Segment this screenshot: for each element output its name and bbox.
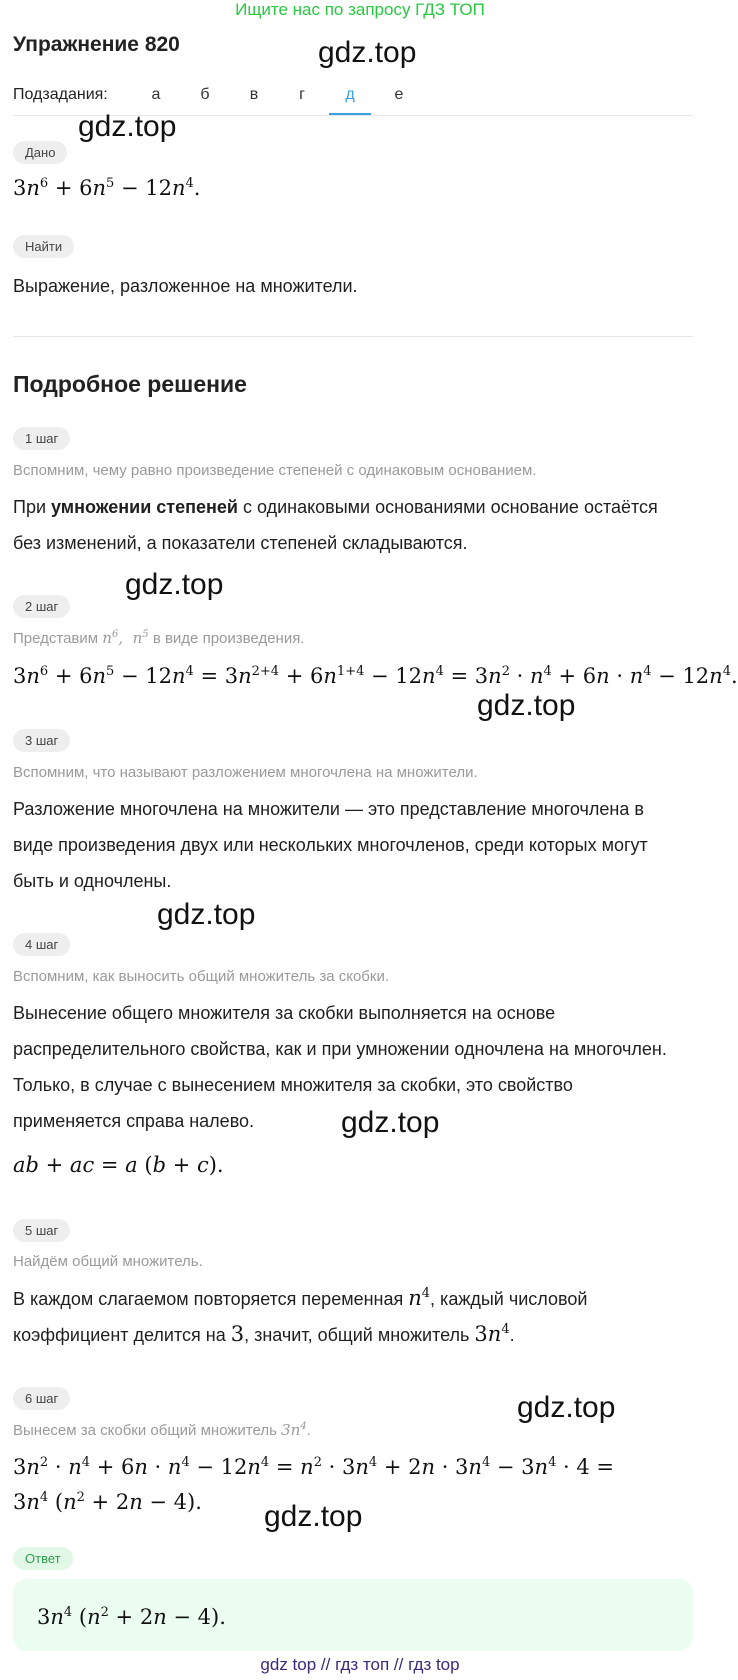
given-badge: Дано: [13, 141, 67, 164]
step-text: Только, в случае с вынесением множителя за скобки, это свойство: [13, 1075, 573, 1095]
step-text: Вынесение общего множителя за скобки выполняется на основе: [13, 1003, 556, 1023]
step-text: При умножении степеней с одинаковыми основаниями основание остаётся: [13, 497, 658, 517]
step-text: В каждом слагаемом повторяется переменная $n^4$, каждый числовой: [13, 1286, 588, 1310]
answer-expression: $3n^4$ $(n^2 + 2n - 4)$.: [37, 1605, 226, 1629]
step-hint: Вынесем за скобки общий множитель $3n^4$.: [13, 1421, 311, 1439]
watermark: gdz.top: [264, 1500, 363, 1533]
tab-a[interactable]: а: [151, 86, 161, 103]
step-badge: 6 шаг: [13, 1387, 70, 1410]
step-text: без изменений, а показатели степеней складываются.: [13, 533, 468, 553]
subtasks-label: Подзадания:: [13, 86, 108, 103]
watermark: gdz.top: [341, 1106, 440, 1139]
tab-g[interactable]: г: [299, 86, 305, 103]
answer-badge: Ответ: [13, 1547, 73, 1570]
step-equation: $3n^4$ $(n^2 + 2n - 4)$.: [13, 1490, 202, 1514]
find-badge: Найти: [13, 235, 74, 258]
watermark: gdz.top: [78, 110, 177, 143]
step-text: Разложение многочлена на множители — это представление многочлена в: [13, 799, 644, 819]
divider: [13, 336, 693, 337]
watermark: gdz.top: [477, 689, 576, 722]
step-badge: 1 шаг: [13, 427, 70, 450]
step-badge: 5 шаг: [13, 1219, 70, 1242]
watermark: gdz.top: [125, 568, 224, 601]
step-text: коэффициент делится на 3, значит, общий множитель $3n^4$.: [13, 1322, 515, 1346]
watermark: gdz.top: [517, 1391, 616, 1424]
step-badge: 2 шаг: [13, 595, 70, 618]
watermark: gdz.top: [318, 36, 417, 69]
step-text: применяется справа налево.: [13, 1111, 255, 1131]
tab-b[interactable]: б: [200, 86, 210, 103]
tab-e[interactable]: е: [394, 86, 404, 103]
step-badge: 3 шаг: [13, 729, 70, 752]
watermark: gdz.top: [157, 898, 256, 931]
distributive-formula: ab + ac = a (b + c).: [13, 1153, 224, 1177]
step-hint: Вспомним, как выносить общий множитель за скобки.: [13, 968, 389, 985]
step-hint: Вспомним, чему равно произведение степеней с одинаковым основанием.: [13, 462, 537, 479]
step-text: быть и одночлены.: [13, 871, 172, 891]
find-text: Выражение, разложенное на множители.: [13, 276, 358, 296]
step-hint: Найдём общий множитель.: [13, 1253, 203, 1270]
step-text: распределительного свойства, как и при умножении одночлена на многочлен.: [13, 1039, 667, 1059]
promo-banner: Ищите нас по запросу ГДЗ ТОП: [235, 0, 485, 19]
footer-links[interactable]: gdz top // гдз топ // гдз top: [260, 1655, 460, 1674]
step-badge: 4 шаг: [13, 933, 70, 956]
tab-d[interactable]: д: [345, 86, 355, 103]
exercise-title: Упражнение 820: [13, 33, 180, 56]
solution-heading: Подробное решение: [13, 371, 247, 397]
given-expression: $3n^6 + 6n^5 - 12n^4$.: [13, 176, 201, 200]
step-equation: $3n^6 + 6n^5 - 12n^4 = 3n^{2+4} + 6n^{1+4} - 12n^4 = 3n^2 \cdot n^4 + 6n \cdot n^4 - 12n^4$.: [13, 664, 738, 688]
step-hint: Представим $n^6$, $n^5$ в виде произведения.: [13, 629, 305, 647]
step-equation: $3n^2 \cdot n^4 + 6n \cdot n^4 - 12n^4 = n^2 \cdot 3n^4 + 2n \cdot 3n^4 - 3n^4 \cdot 4$ =: [13, 1455, 615, 1479]
step-text: виде произведения двух или нескольких многочленов, среди которых могут: [13, 835, 648, 855]
step-hint: Вспомним, что называют разложением многочлена на множители.: [13, 764, 478, 781]
tab-v[interactable]: в: [249, 86, 259, 103]
